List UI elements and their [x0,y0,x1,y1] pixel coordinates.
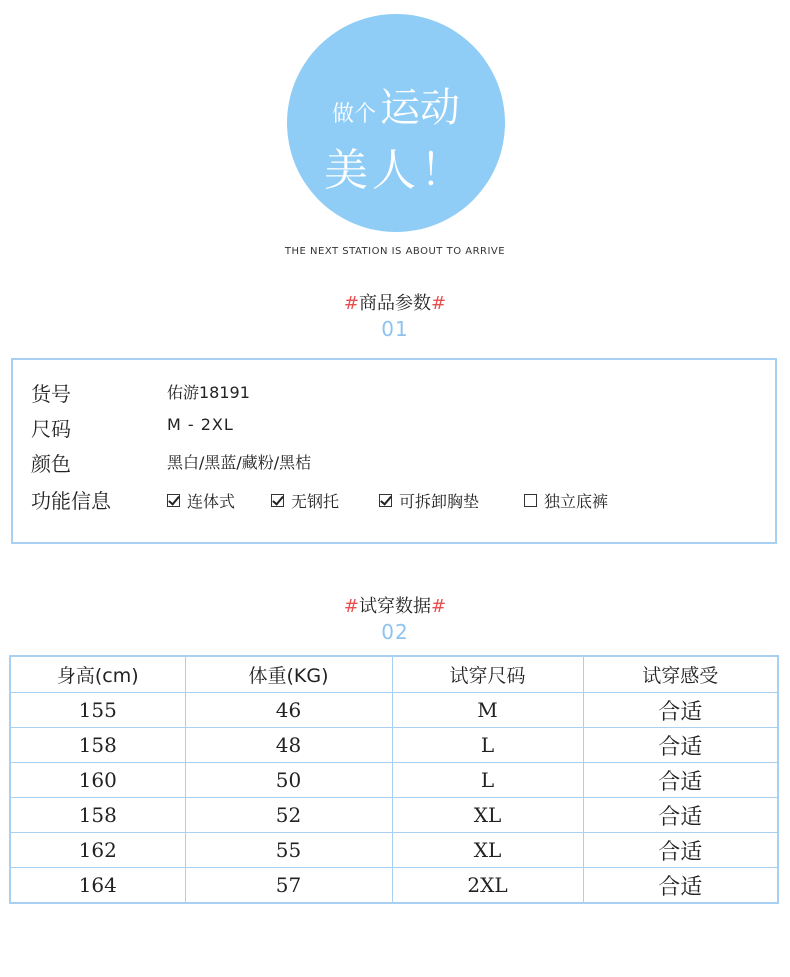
feature-item [379,489,479,512]
size-label: 尺码 [31,417,71,441]
hero-circle [287,14,505,232]
feature-item [271,489,339,512]
checkbox-checked-icon [167,494,180,507]
table-row [10,868,778,904]
hash-mark: # [431,293,447,314]
hero-big-text: 运动 [380,85,460,131]
hash-mark: # [343,596,359,617]
feature-item [524,489,608,512]
color-label: 颜色 [31,452,71,476]
column-header: 试穿感受 [583,656,778,693]
feature-item [167,489,235,512]
size-cell: XL [392,798,583,833]
feel-cell: 合适 [583,728,778,763]
section-title-text: 商品参数 [359,293,431,314]
weight-cell: 46 [185,693,392,728]
hero-line-1 [287,76,505,133]
column-header: 试穿尺码 [392,656,583,693]
features-label: 功能信息 [31,489,111,513]
hero-subtitle: THE NEXT STATION IS ABOUT TO ARRIVE [284,246,506,257]
weight-cell: 52 [185,798,392,833]
checkbox-unchecked-icon [524,494,537,507]
column-header: 体重(KG) [185,656,392,693]
feel-cell: 合适 [583,693,778,728]
hero-small-text: 做个 [331,102,376,127]
height-cell: 158 [10,728,185,763]
feel-cell: 合适 [583,798,778,833]
height-cell: 155 [10,693,185,728]
height-cell: 158 [10,798,185,833]
fit-data-table [9,655,779,904]
height-cell: 164 [10,868,185,904]
color-value: 黑白/黑蓝/藏粉/黑桔 [167,453,312,472]
size-cell: L [392,763,583,798]
weight-cell: 48 [185,728,392,763]
weight-cell: 57 [185,868,392,904]
checkbox-checked-icon [271,494,284,507]
table-header-row [10,656,778,693]
feature-label: 无钢托 [291,492,340,511]
weight-cell: 55 [185,833,392,868]
sku-value: 佑游18191 [167,383,250,402]
height-cell: 162 [10,833,185,868]
feature-label: 可拆卸胸垫 [399,492,480,511]
feature-label: 连体式 [187,492,236,511]
size-value: M - 2XL [167,415,234,434]
hash-mark: # [431,596,447,617]
sku-label: 货号 [31,382,71,406]
weight-cell: 50 [185,763,392,798]
hero-line-2: 美人！ [324,145,468,196]
size-cell: XL [392,833,583,868]
table-row [10,693,778,728]
hash-mark: # [343,293,359,314]
section-title-params [0,289,790,315]
feel-cell: 合适 [583,868,778,904]
size-cell: M [392,693,583,728]
size-cell: 2XL [392,868,583,904]
size-cell: L [392,728,583,763]
section-number: 02 [381,620,409,644]
product-params-box [11,358,777,544]
section-title-fit [0,592,790,618]
table-row [10,728,778,763]
feel-cell: 合适 [583,833,778,868]
feel-cell: 合适 [583,763,778,798]
checkbox-checked-icon [379,494,392,507]
table-row [10,763,778,798]
height-cell: 160 [10,763,185,798]
section-title-text: 试穿数据 [359,596,431,617]
table-row [10,833,778,868]
column-header: 身高(cm) [10,656,185,693]
feature-label: 独立底裤 [544,492,609,511]
section-number: 01 [381,317,409,341]
table-row [10,798,778,833]
